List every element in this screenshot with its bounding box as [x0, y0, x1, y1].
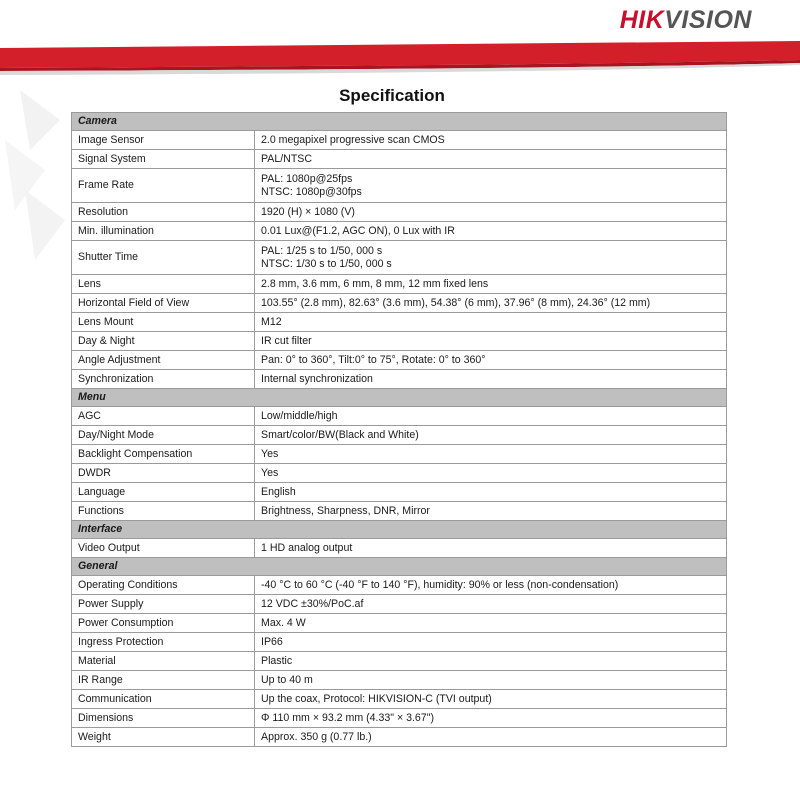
spec-row [72, 709, 727, 728]
spec-label: Image Sensor [72, 131, 255, 150]
spec-label: Language [72, 483, 255, 502]
red-swoosh-banner [0, 38, 800, 78]
spec-value: Φ 110 mm × 93.2 mm (4.33" × 3.67") [255, 709, 727, 728]
spec-value-line: NTSC: 1/30 s to 1/50, 000 s [261, 257, 392, 270]
spec-label: Lens [72, 275, 255, 294]
spec-row [72, 445, 727, 464]
spec-label: IR Range [72, 671, 255, 690]
section-header [72, 521, 727, 539]
section-header [72, 558, 727, 576]
spec-value: Yes [255, 445, 727, 464]
spec-row [72, 633, 727, 652]
spec-row [72, 614, 727, 633]
spec-value: -40 °C to 60 °C (-40 °F to 140 °F), humidity: 90% or less (non-condensation) [255, 576, 727, 595]
spec-row [72, 294, 727, 313]
spec-value: Max. 4 W [255, 614, 727, 633]
spec-row [72, 576, 727, 595]
spec-row [72, 131, 727, 150]
spec-row [72, 652, 727, 671]
spec-label: Shutter Time [72, 241, 255, 275]
spec-value: Pan: 0° to 360°, Tilt:0° to 75°, Rotate: 0° to 360° [255, 351, 727, 370]
background-decoration [0, 80, 70, 300]
spec-value: Plastic [255, 652, 727, 671]
spec-row [72, 728, 727, 747]
section-header [72, 389, 727, 407]
page-title: Specification [339, 86, 445, 105]
spec-value: Up the coax, Protocol: HIKVISION-C (TVI output) [255, 690, 727, 709]
spec-row [72, 332, 727, 351]
spec-label: Communication [72, 690, 255, 709]
spec-label: Day/Night Mode [72, 426, 255, 445]
spec-label: Backlight Compensation [72, 445, 255, 464]
spec-label: Horizontal Field of View [72, 294, 255, 313]
section-header [72, 113, 727, 131]
spec-row [72, 502, 727, 521]
spec-label: Angle Adjustment [72, 351, 255, 370]
spec-row [72, 169, 727, 203]
spec-row [72, 539, 727, 558]
spec-value: IP66 [255, 633, 727, 652]
spec-label: AGC [72, 407, 255, 426]
spec-label: DWDR [72, 464, 255, 483]
spec-value: 2.0 megapixel progressive scan CMOS [255, 131, 727, 150]
spec-value: Approx. 350 g (0.77 lb.) [255, 728, 727, 747]
spec-value: English [255, 483, 727, 502]
spec-label: Dimensions [72, 709, 255, 728]
logo-text-red: HIK [619, 6, 665, 34]
section-title: Menu [72, 389, 727, 407]
spec-value-line: PAL: 1/25 s to 1/50, 000 s [261, 244, 383, 257]
spec-value: Up to 40 m [255, 671, 727, 690]
spec-value: Brightness, Sharpness, DNR, Mirror [255, 502, 727, 521]
spec-label: Day & Night [72, 332, 255, 351]
spec-row [72, 595, 727, 614]
spec-label: Power Supply [72, 595, 255, 614]
spec-label: Ingress Protection [72, 633, 255, 652]
spec-value: Yes [255, 464, 727, 483]
spec-value: 12 VDC ±30%/PoC.af [255, 595, 727, 614]
spec-row [72, 351, 727, 370]
spec-label: Functions [72, 502, 255, 521]
spec-row [72, 690, 727, 709]
spec-label: Synchronization [72, 370, 255, 389]
spec-row [72, 222, 727, 241]
spec-value: 2.8 mm, 3.6 mm, 6 mm, 8 mm, 12 mm fixed lens [255, 275, 727, 294]
spec-value: Smart/color/BW(Black and White) [255, 426, 727, 445]
spec-value: 103.55° (2.8 mm), 82.63° (3.6 mm), 54.38° (6 mm), 37.96° (8 mm), 24.36° (12 mm) [255, 294, 727, 313]
spec-label: Material [72, 652, 255, 671]
logo-text-grey: VISION [664, 6, 752, 34]
spec-value: Low/middle/high [255, 407, 727, 426]
spec-row [72, 313, 727, 332]
spec-value: IR cut filter [255, 332, 727, 351]
spec-row [72, 275, 727, 294]
spec-row [72, 464, 727, 483]
spec-value: Internal synchronization [255, 370, 727, 389]
spec-value [255, 169, 727, 203]
spec-label: Video Output [72, 539, 255, 558]
spec-label: Power Consumption [72, 614, 255, 633]
spec-label: Resolution [72, 203, 255, 222]
spec-row [72, 483, 727, 502]
spec-value-line: PAL: 1080p@25fps [261, 172, 353, 185]
spec-value [255, 241, 727, 275]
specification-table [71, 112, 727, 747]
spec-value: 1 HD analog output [255, 539, 727, 558]
spec-label: Frame Rate [72, 169, 255, 203]
spec-value: 1920 (H) × 1080 (V) [255, 203, 727, 222]
spec-value-line: NTSC: 1080p@30fps [261, 185, 362, 198]
spec-row [72, 426, 727, 445]
spec-row [72, 370, 727, 389]
spec-row [72, 671, 727, 690]
spec-value: 0.01 Lux@(F1.2, AGC ON), 0 Lux with IR [255, 222, 727, 241]
spec-label: Weight [72, 728, 255, 747]
spec-row [72, 241, 727, 275]
spec-label: Min. illumination [72, 222, 255, 241]
spec-row [72, 407, 727, 426]
section-title: Interface [72, 521, 727, 539]
spec-label: Lens Mount [72, 313, 255, 332]
section-title: General [72, 558, 727, 576]
spec-label: Operating Conditions [72, 576, 255, 595]
spec-label: Signal System [72, 150, 255, 169]
hikvision-logo [620, 6, 752, 35]
section-title: Camera [72, 113, 727, 131]
spec-row [72, 203, 727, 222]
spec-row [72, 150, 727, 169]
spec-value: M12 [255, 313, 727, 332]
spec-value: PAL/NTSC [255, 150, 727, 169]
